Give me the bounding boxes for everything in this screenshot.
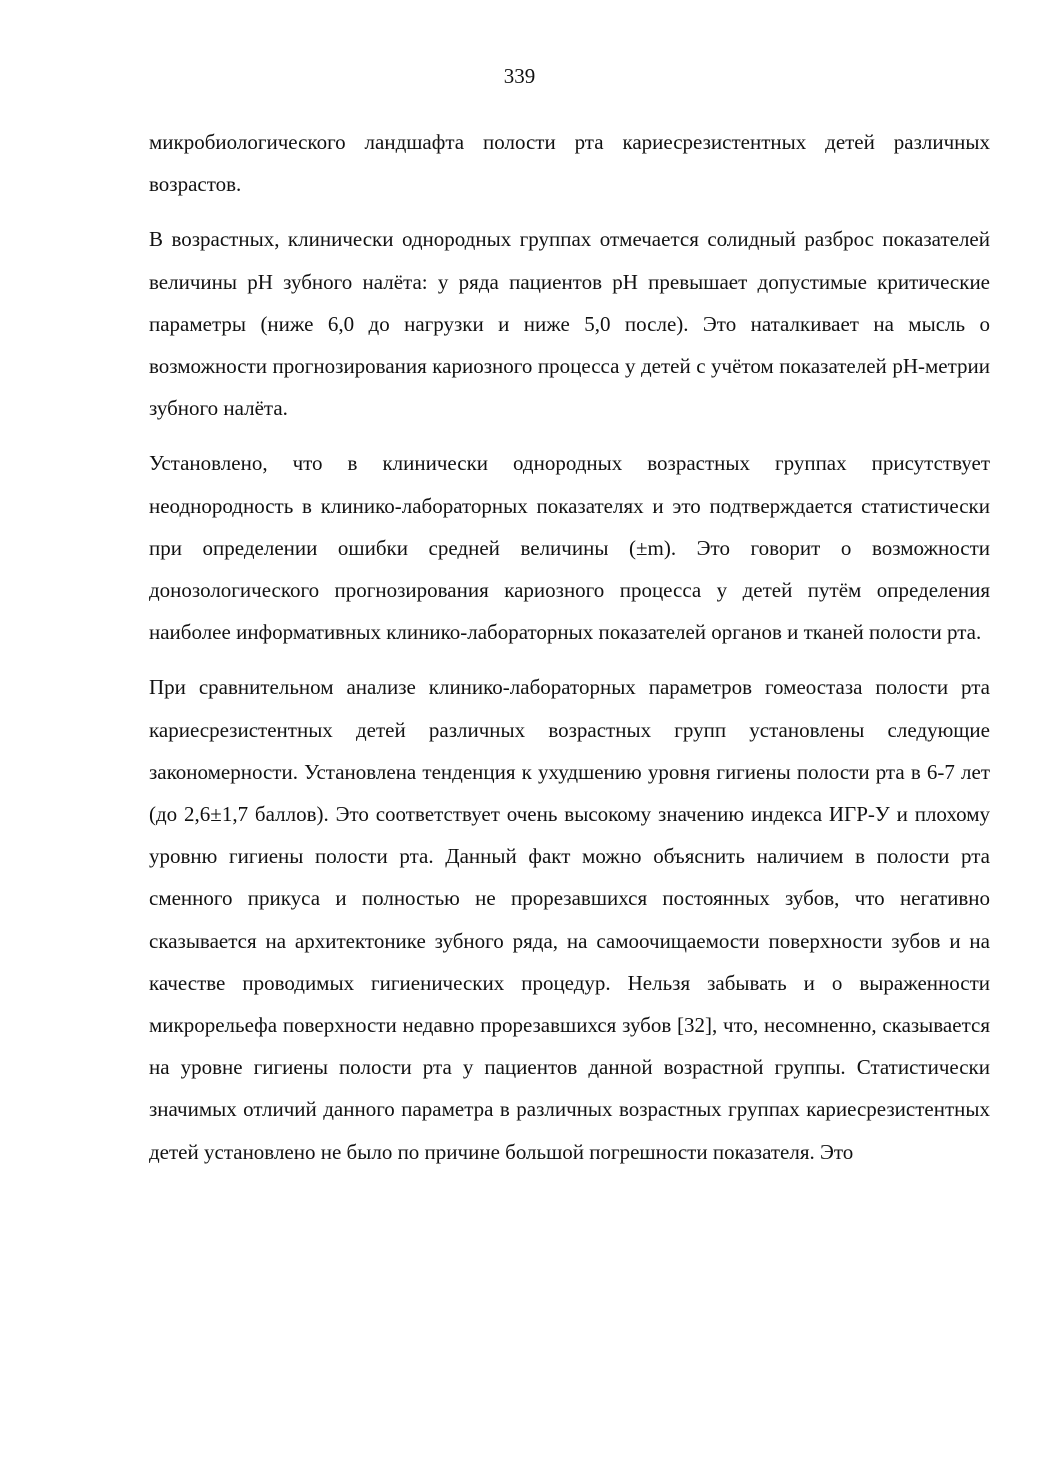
page-number: 339 (503, 64, 536, 88)
paragraph-comparative-analysis: При сравнительном анализе клинико-лабораторных параметров гомеостаза полости рта кариесрезистентных детей различных возрастных групп установлены следующие закономерности. Установлена тенденция к ухудшению уровня гигиены полости рта в 6-7 лет (до 2,6±1,7 баллов). Это соответствует очень высокому значению индекса ИГР-У и плохому уровню гигиены полости рта. Данный факт можно объяснить наличием в полости рта сменного прикуса и полностью не прорезавшихся постоянных зубов, что негативно сказывается на архитектонике зубного ряда, на самоочищаемости поверхности зубов и на качестве проводимых гигиенических процедур. Нельзя забывать и о выраженности микрорельефа поверхности недавно прорезавшихся зубов [32], что, несомненно, сказывается на уровне гигиены полости рта у пациентов данной возрастной группы. Статистически значимых отличий данного параметра в различных возрастных группах кариесрезистентных детей установлено не было по причине большой погрешности показателя. Это (149, 675, 990, 1164)
document-body (149, 121, 990, 1173)
paragraph-heterogeneity: Установлено, что в клинически однородных возрастных группах присутствует неоднородность в клинико-лабораторных показателях и это подтверждается статистически при определении ошибки средней величины (±m). Это говорит о возможности донозологического прогнозирования кариозного процесса у детей путём определения наиболее информативных клинико-лабораторных показателей органов и тканей полости рта. (149, 451, 990, 645)
paragraph-ph-variation: В возрастных, клинически однородных группах отмечается солидный разброс показателей величины pH зубного налёта: у ряда пациентов pH превышает допустимые критические параметры (ниже 6,0 до нагрузки и ниже 5,0 после). Это наталкивает на мысль о возможности прогнозирования кариозного процесса у детей с учётом показателей pH-метрии зубного налёта. (149, 227, 990, 421)
paragraph-continuation: микробиологического ландшафта полости рта кариесрезистентных детей различных возрастов. (149, 130, 990, 197)
